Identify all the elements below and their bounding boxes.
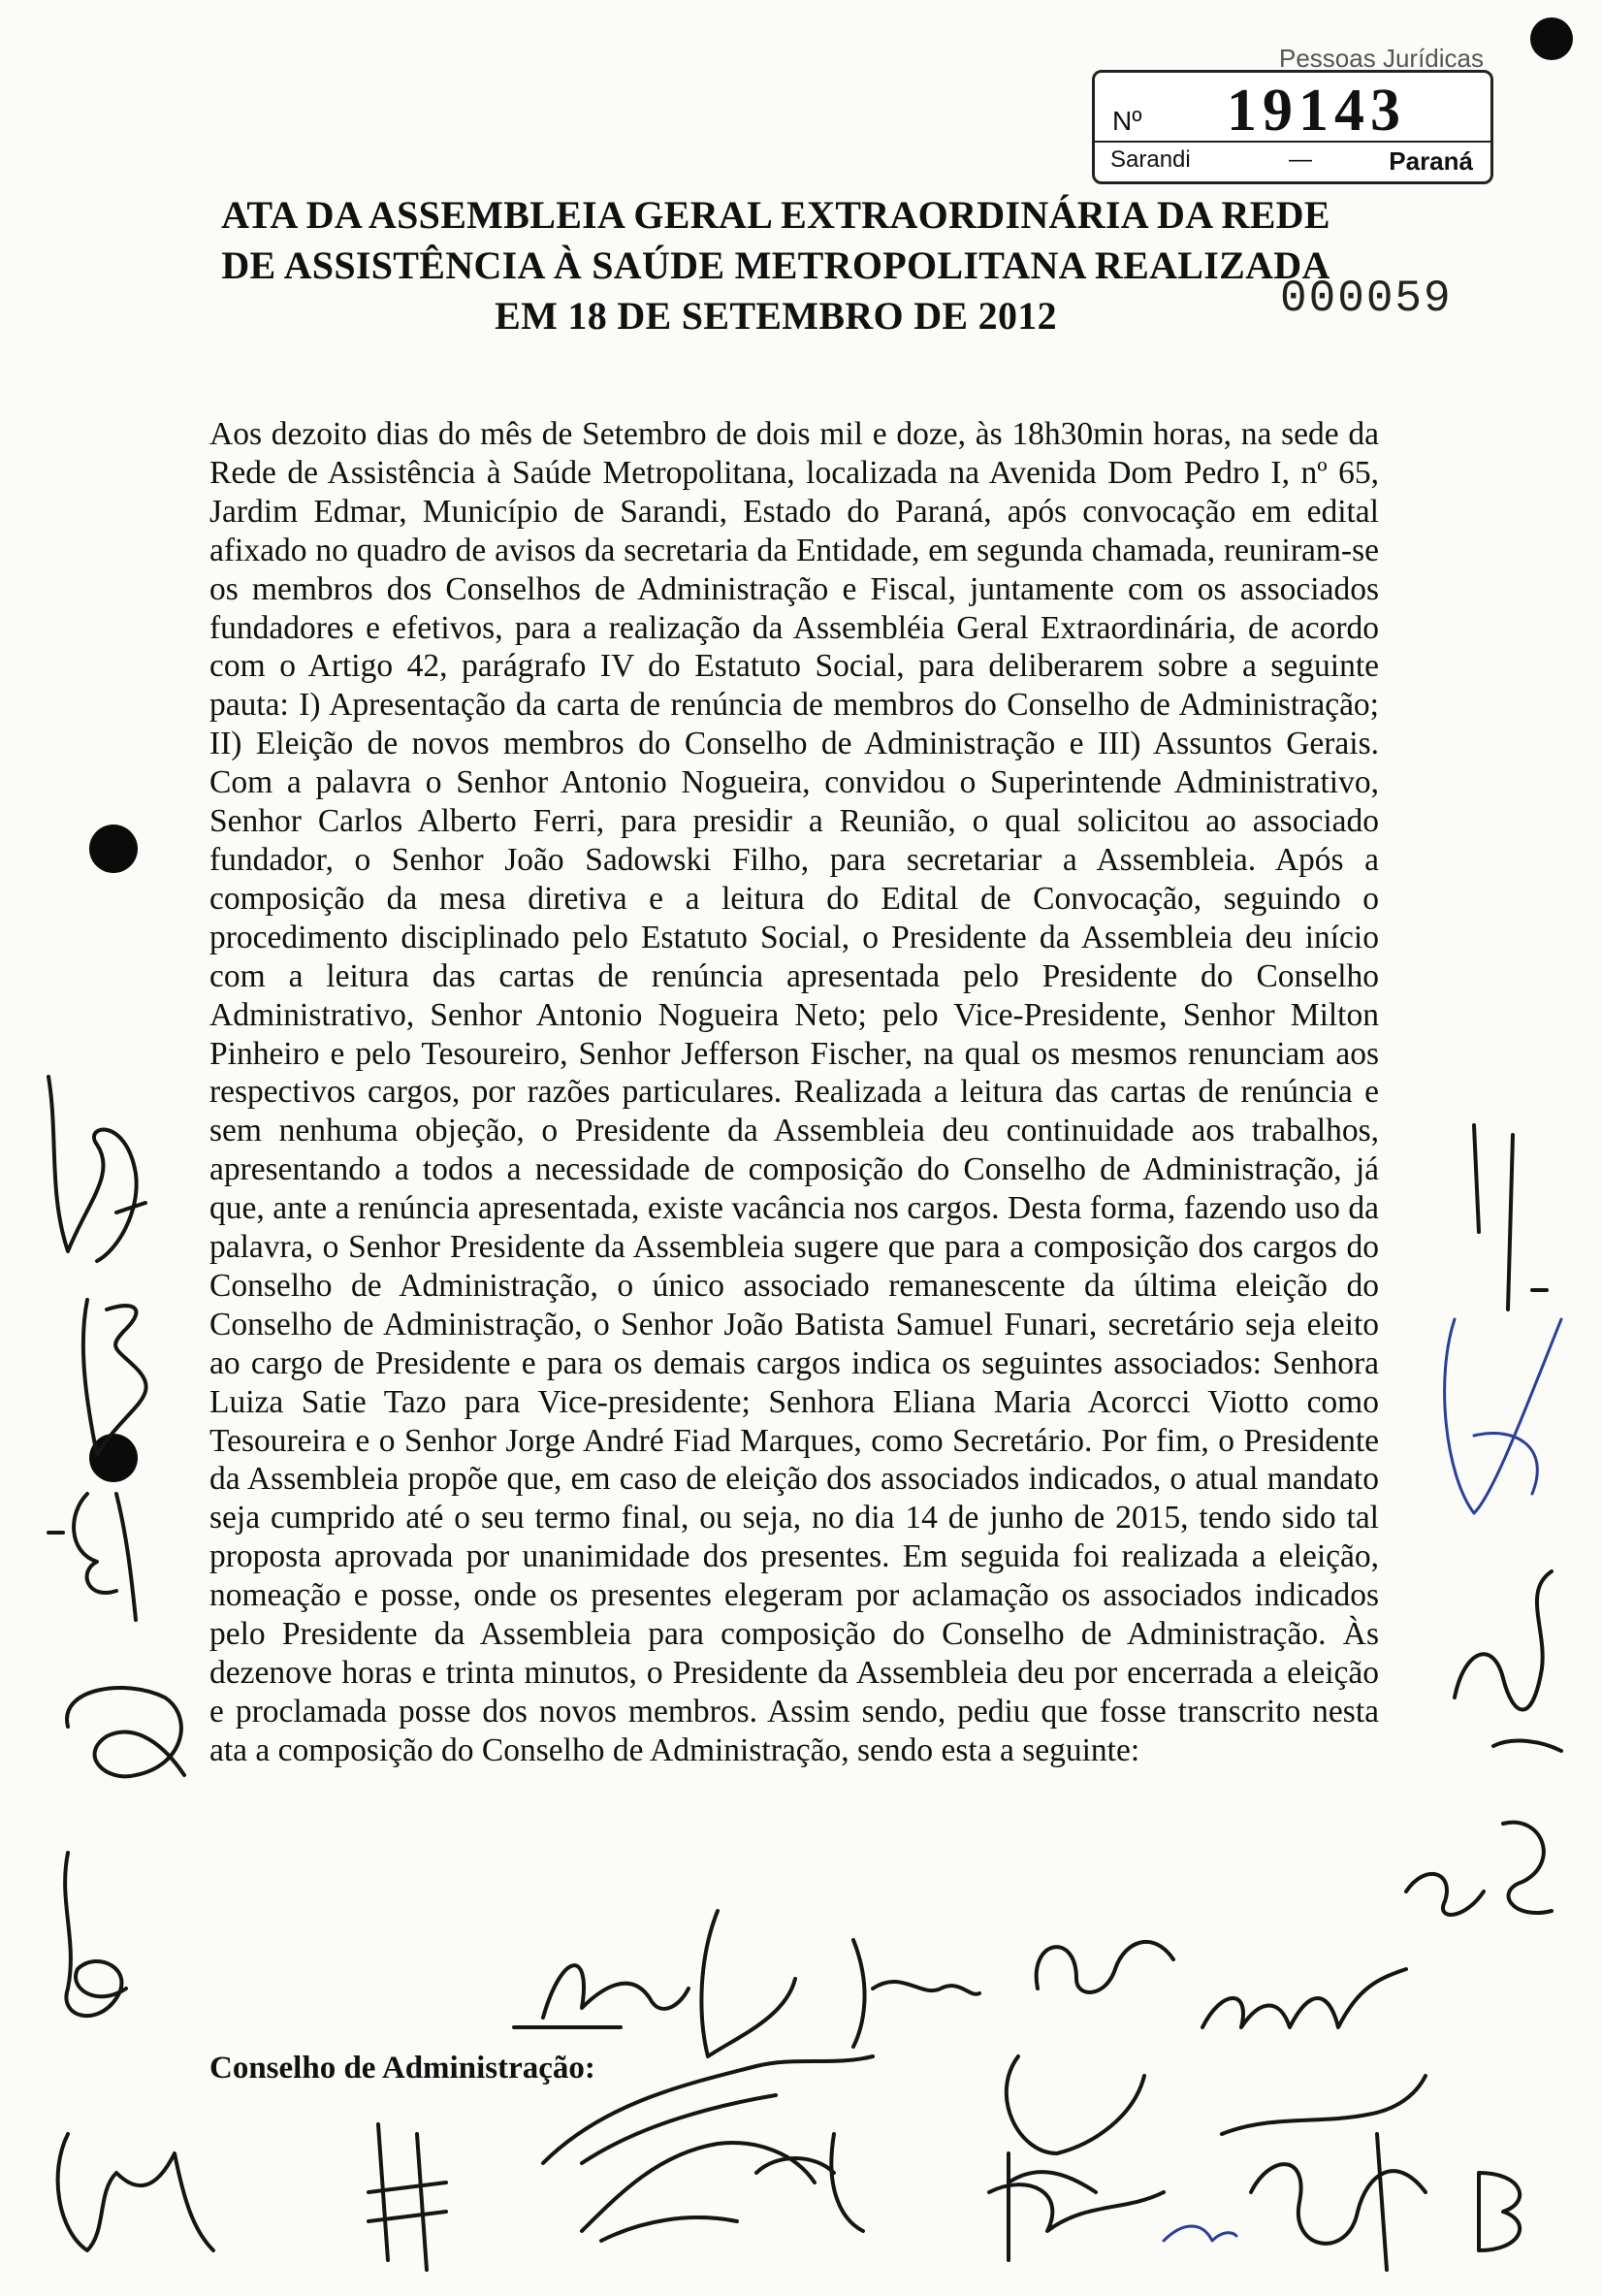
bottom-signature-3: [834, 1930, 989, 2056]
stamp-state: Paraná: [1389, 146, 1473, 176]
bottom-signature-9: [39, 2095, 233, 2270]
bottom-signature-15: [1154, 2212, 1241, 2250]
bottom-signature-11: [562, 2115, 873, 2260]
margin-signature-right-3: [1435, 1552, 1581, 1775]
bottom-signature-5: [1183, 1930, 1416, 2056]
council-label: Conselho de Administração:: [209, 2051, 595, 2086]
stamp-no-label: Nº: [1112, 106, 1142, 136]
margin-signature-left-3: [39, 1474, 175, 1630]
margin-signature-right-4: [1396, 1804, 1571, 1959]
bottom-signature-13: [1232, 2115, 1464, 2280]
margin-signature-left-5: [39, 1843, 165, 2037]
document-title: ATA DA ASSEMBLEIA GERAL EXTRAORDINÁRIA DA REDE DE ASSISTÊNCIA À SAÚDE METROPOLITANA REALIZADA EM 18 DE SETEMBRO DE 2012: [221, 193, 1330, 338]
bottom-signature-14: [1464, 2163, 1542, 2260]
stamp-separator: —: [1289, 146, 1312, 173]
folio-number: 000059: [1280, 274, 1453, 324]
stamp-number-row: [1095, 73, 1490, 143]
margin-signature-right-2: [1416, 1300, 1581, 1533]
stamp-top-label: Pessoas Jurídicas: [1279, 44, 1484, 73]
minutes-body: Aos dezoito dias do mês de Setembro de dois mil e doze, às 18h30min horas, na sede da Rede de Assistência à Saúde Metropolitana, localizada na Avenida Dom Pedro I, nº 65, Jardim Edmar, Município de Sarandi, Estado do Paraná, após convocação em edital afixado no quadro de avisos da secretaria da Entidade, em segunda chamada, reuniram-se os membros dos Conselhos de Administração e Fiscal, juntamente com os associados fundadores e efetivos, para a realização da Assembléia Geral Extraordinária, de acordo com o Artigo 42, parágrafo IV do Estatuto Social, para deliberarem sobre a seguinte pauta: I) Apresentação da carta de renúncia de membros do Conselho de Administração; II) Eleição de novos membros do Conselho de Administração e III) Assuntos Gerais. Com a palavra o Senhor Antonio Nogueira, convidou o Superintende Administrativo, Senhor Carlos Alberto Ferri, para presidir a Reunião, o qual solicitou ao associado fundador, o Senhor João Sadowski Filho, para secretariar a Assembleia. Após a composição da mesa diretiva e a leitura do Edital de Convocação, seguindo o procedimento disciplinado pelo Estatuto Social, o Presidente da Assembleia deu início com a leitura das cartas de renúncia apresentada pelo Presidente do Conselho Administrativo, Senhor Antonio Nogueira Neto; pelo Vice-Presidente, Senhor Milton Pinheiro e pelo Tesoureiro, Senhor Jefferson Fischer, na qual os mesmos renunciam aos respectivos cargos, por razões particulares. Realizada a leitura das cartas de renúncia e sem nenhuma objeção, o Presidente da Assembleia deu continuidade aos trabalhos, apresentando a todos a necessidade de composição do Conselho de Administração, já que, ante a renúncia apresentada, existe vacância nos cargos. Desta forma, fazendo uso da palavra, o Senhor Presidente da Assembleia sugere que para a composição dos cargos do Conselho de Administração, o único associado remanescente da última eleição do Conselho de Administração, o Senhor João Batista Samuel Funari, secretário seja eleito ao cargo de Presidente e para os demais cargos indica os seguintes associados: Senhora Luiza Satie Tazo para Vice-presidente; Senhora Eliana Maria Acorcci Viotto como Tesoureira e o Senhor Jorge André Fiad Marques, como Secretário. Por fim, o Presidente da Assembleia propõe que, em caso de eleição dos associados indicados, o atual mandato seja cumprido até o seu termo final, ou seja, no dia 14 de junho de 2015, tendo sido tal proposta aprovada por unanimidade dos presentes. Em seguida foi realizada a eleição, nomeação e posse, onde os presentes elegeram por aclamação os associados indicados pelo Presidente da Assembleia para composição do Conselho de Administração. Às dezenove horas e trinta minutos, o Presidente da Assembleia deu por encerrada a eleição e proclamada posse dos novos membros. Assim sendo, pediu que fosse transcrito nesta ata a composição do Conselho de Administração, sendo esta a seguinte:: [209, 416, 1379, 1768]
corner-mark: [1530, 17, 1573, 60]
stamp-city: Sarandi: [1110, 146, 1191, 173]
margin-signature-left-1: [29, 1057, 165, 1290]
bottom-signature-10: [349, 2115, 465, 2280]
bottom-signature-1: [504, 1930, 698, 2047]
stamp-number: 19143: [1227, 78, 1406, 144]
punch-hole-top: [89, 825, 138, 873]
registry-stamp: [1092, 44, 1493, 184]
margin-signature-left-2: [68, 1290, 175, 1465]
bottom-signature-4: [1018, 1901, 1183, 2027]
bottom-signature-12: [970, 2134, 1183, 2270]
margin-signature-left-4: [48, 1668, 204, 1795]
